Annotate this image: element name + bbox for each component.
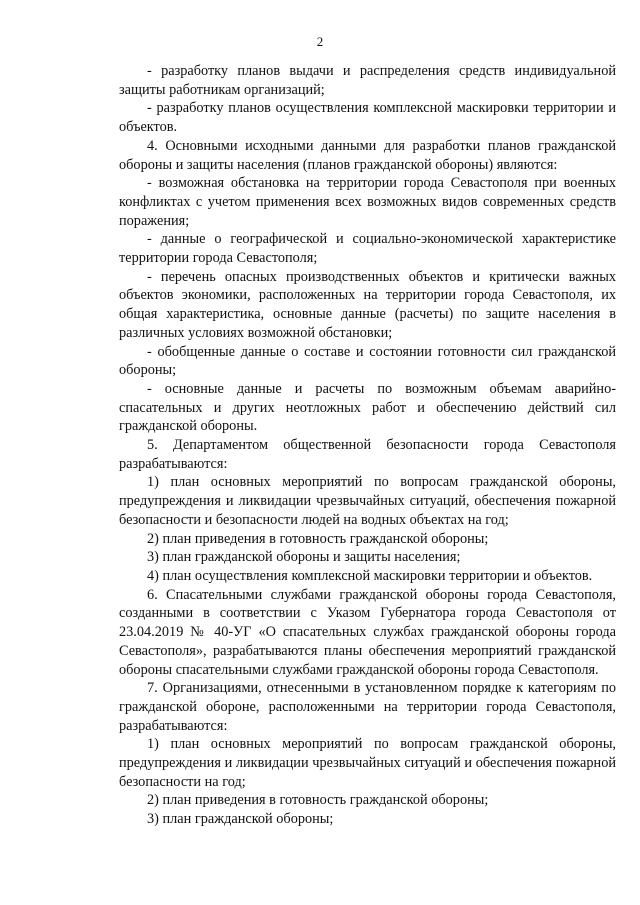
- paragraph: - перечень опасных производственных объектов и критически важных объектов экономики, расположенных на территории города Севастополя, их общая характеристика, основные данные (расчеты) по защите населения в различных условиях возможной обстановки;: [119, 268, 616, 341]
- paragraph: 4. Основными исходными данными для разработки планов гражданской обороны и защиты населения (планов гражданской обороны) являются:: [119, 137, 616, 173]
- paragraph: - разработку планов осуществления комплексной маскировки территории и объектов.: [119, 100, 616, 136]
- paragraph: 1) план основных мероприятий по вопросам гражданской обороны, предупреждения и ликвидации чрезвычайных ситуаций, обеспечения пожарной безопасности и безопасности людей на водных объектах на год;: [119, 474, 616, 528]
- paragraph: 4) план осуществления комплексной маскировки территории и объектов.: [147, 567, 593, 584]
- paragraph: - возможная обстановка на территории города Севастополя при военных конфликтах с учетом применения всех возможных видов современных средств поражения;: [119, 175, 616, 229]
- paragraph: 1) план основных мероприятий по вопросам гражданской обороны, предупреждения и ликвидации чрезвычайных ситуаций и обеспечения пожарной безопасности на год;: [119, 736, 616, 790]
- paragraph: - разработку планов выдачи и распределения средств индивидуальной защиты работникам организаций;: [119, 63, 616, 98]
- paragraph: - данные о географической и социально-экономической характеристике территории города Севастополя;: [119, 231, 616, 267]
- paragraph: - основные данные и расчеты по возможным объемам аварийно-спасательных и других неотложных работ и обеспечению действий сил гражданской обороны.: [119, 380, 616, 435]
- page-number: 2: [316, 34, 324, 49]
- paragraph: 3) план гражданской обороны;: [147, 811, 334, 828]
- paragraph: 2) план приведения в готовность гражданской обороны;: [147, 530, 489, 547]
- paragraph: 6. Спасательными службами гражданской обороны города Севастополя, созданными в соответствии с Указом Губернатора города Севастополя от 23.04.2019 № 40-УГ «О спасательных службах гражданской обороны города Севастополя», разрабатываются планы обеспечения мероприятий гражданской обороны спасательными службами гражданской обороны города Севастополя.: [119, 586, 616, 678]
- paragraph: 5. Департаментом общественной безопасности города Севастополя разрабатываются:: [119, 437, 616, 472]
- document-body: [119, 62, 616, 829]
- paragraph: 3) план гражданской обороны и защиты населения;: [147, 549, 461, 566]
- paragraph: 7. Организациями, отнесенными в установленном порядке к категориям по гражданской обороне, расположенными на территории города Севастополя, разрабатываются:: [119, 680, 616, 734]
- paragraph: - обобщенные данные о составе и состоянии готовности сил гражданской обороны;: [119, 343, 616, 379]
- paragraph: 2) план приведения в готовность гражданской обороны;: [147, 792, 489, 809]
